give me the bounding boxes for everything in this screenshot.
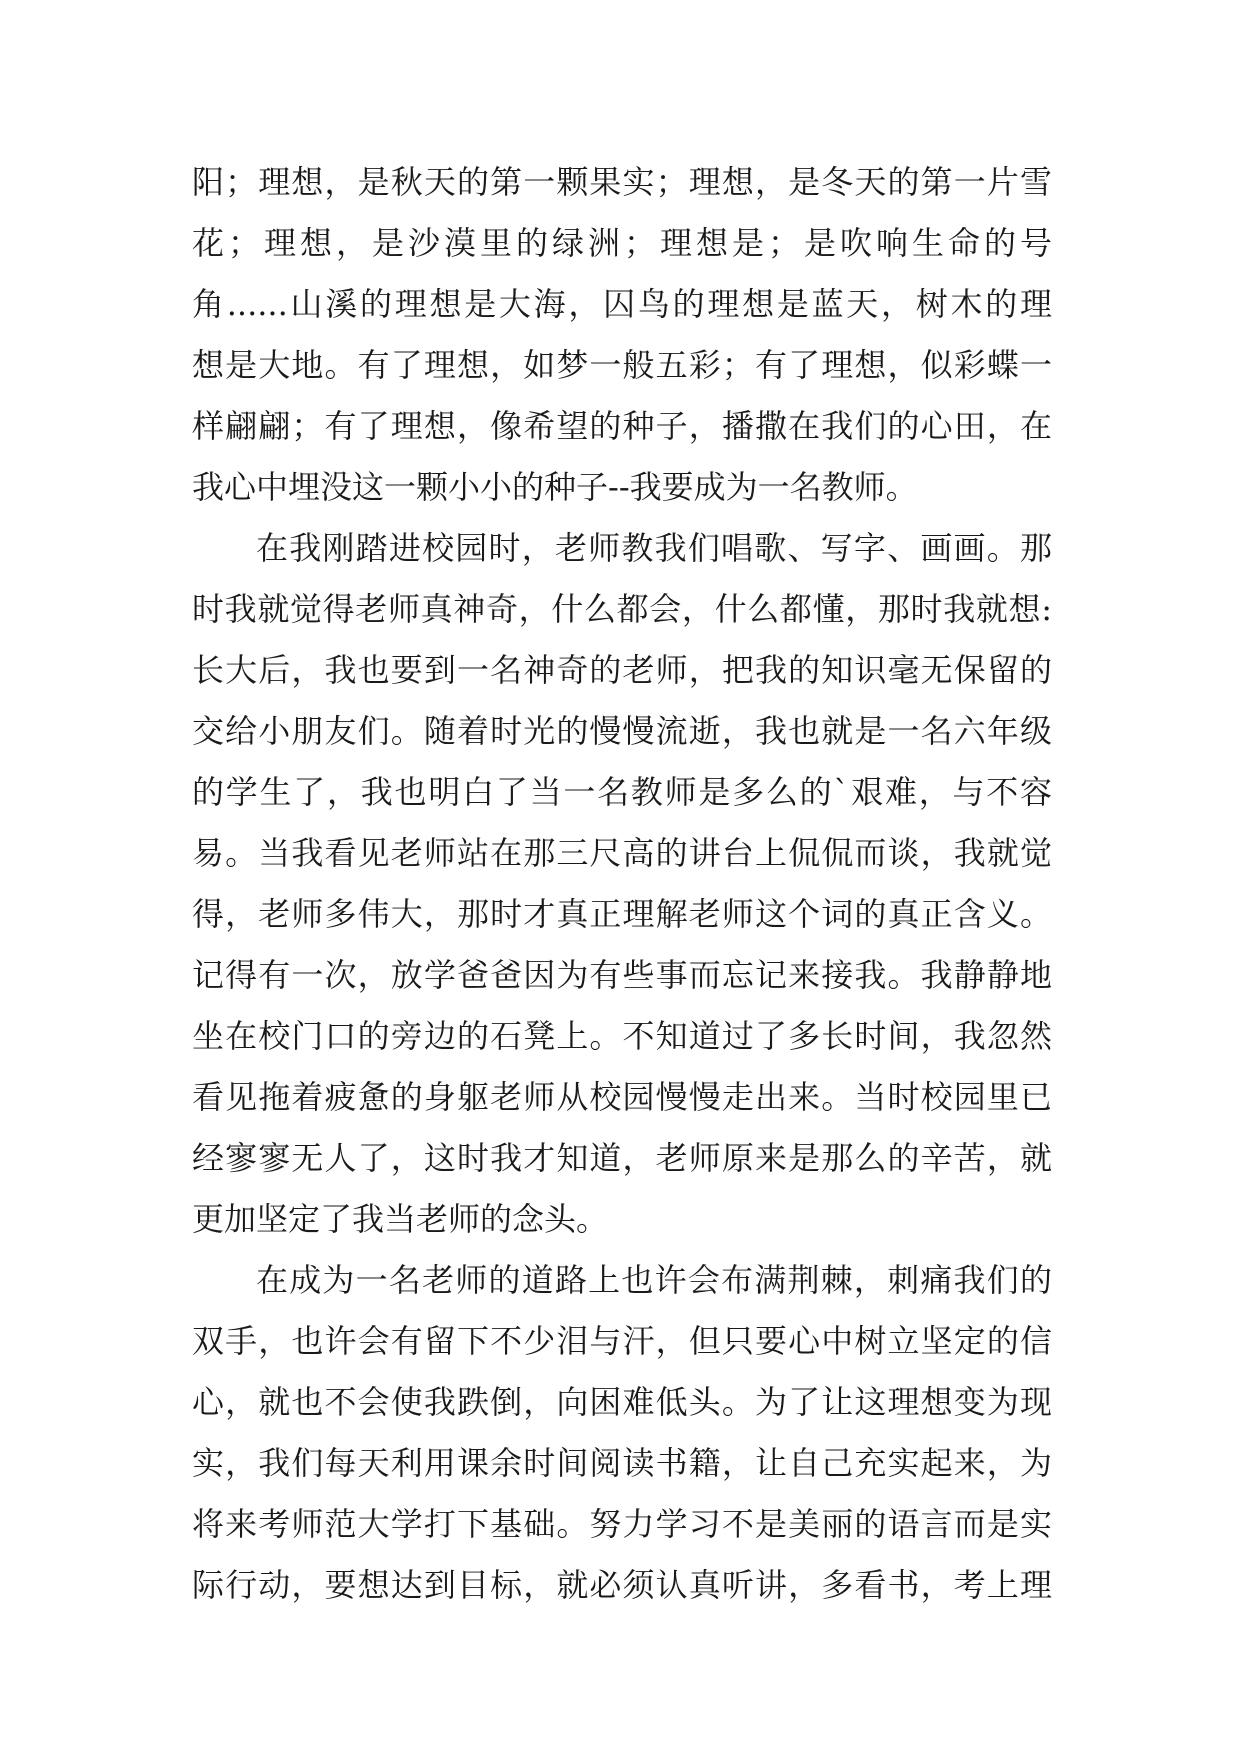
paragraph-1-line-2: 花；理想，是沙漠里的绿洲；理想是；是吹响生命的号 <box>192 224 1052 262</box>
paragraph-2-line-1: 在我刚踏进校园时，老师教我们唱歌、写字、画画。那 <box>256 529 1052 567</box>
paragraph-2-line-12: 更加坚定了我当老师的念头。 <box>192 1200 609 1238</box>
paragraph-2-line-8: 记得有一次，放学爸爸因为有些事而忘记来接我。我静静地 <box>192 956 1052 994</box>
paragraph-1-line-3: 角......山溪的理想是大海，囚鸟的理想是蓝天，树木的理 <box>192 285 1052 323</box>
paragraph-3-line-2: 双手，也许会有留下不少泪与汗，但只要心中树立坚定的信 <box>192 1322 1052 1360</box>
paragraph-2-line-2: 时我就觉得老师真神奇，什么都会，什么都懂，那时我就想: <box>192 590 1052 628</box>
paragraph-3-line-4: 实，我们每天利用课余时间阅读书籍，让自己充实起来，为 <box>192 1444 1052 1482</box>
paragraph-1-line-6: 我心中埋没这一颗小小的种子--我要成为一名教师。 <box>192 468 918 506</box>
paragraph-3-line-3: 心，就也不会使我跌倒，向困难低头。为了让这理想变为现 <box>192 1383 1052 1421</box>
paragraph-1-line-5: 样翩翩；有了理想，像希望的种子，播撒在我们的心田，在 <box>192 407 1052 445</box>
paragraph-1-line-1: 阳；理想，是秋天的第一颗果实；理想，是冬天的第一片雪 <box>192 163 1052 201</box>
paragraph-3-line-1: 在成为一名老师的道路上也许会布满荆棘，刺痛我们的 <box>256 1261 1052 1299</box>
body-text <box>192 152 1052 1616</box>
paragraph-2-line-9: 坐在校门口的旁边的石凳上。不知道过了多长时间，我忽然 <box>192 1017 1052 1055</box>
paragraph-2-line-7: 得，老师多伟大，那时才真正理解老师这个词的真正含义。 <box>192 895 1052 933</box>
paragraph-2-line-4: 交给小朋友们。随着时光的慢慢流逝，我也就是一名六年级 <box>192 712 1052 750</box>
paragraph-2-line-11: 经寥寥无人了，这时我才知道，老师原来是那么的辛苦，就 <box>192 1139 1052 1177</box>
paragraph-1-line-4: 想是大地。有了理想，如梦一般五彩；有了理想，似彩蝶一 <box>192 346 1052 384</box>
paragraph-2-line-3: 长大后，我也要到一名神奇的老师，把我的知识毫无保留的 <box>192 651 1052 689</box>
paragraph-2-line-10: 看见拖着疲惫的身躯老师从校园慢慢走出来。当时校园里已 <box>192 1078 1052 1116</box>
paragraph-2-line-5: 的学生了，我也明白了当一名教师是多么的`艰难，与不容 <box>192 773 1052 811</box>
paragraph-3-line-5: 将来考师范大学打下基础。努力学习不是美丽的语言而是实 <box>192 1505 1052 1543</box>
paragraph-3-line-6: 际行动，要想达到目标，就必须认真听讲，多看书，考上理 <box>192 1566 1052 1604</box>
paragraph-2-line-6: 易。当我看见老师站在那三尺高的讲台上侃侃而谈，我就觉 <box>192 834 1052 872</box>
